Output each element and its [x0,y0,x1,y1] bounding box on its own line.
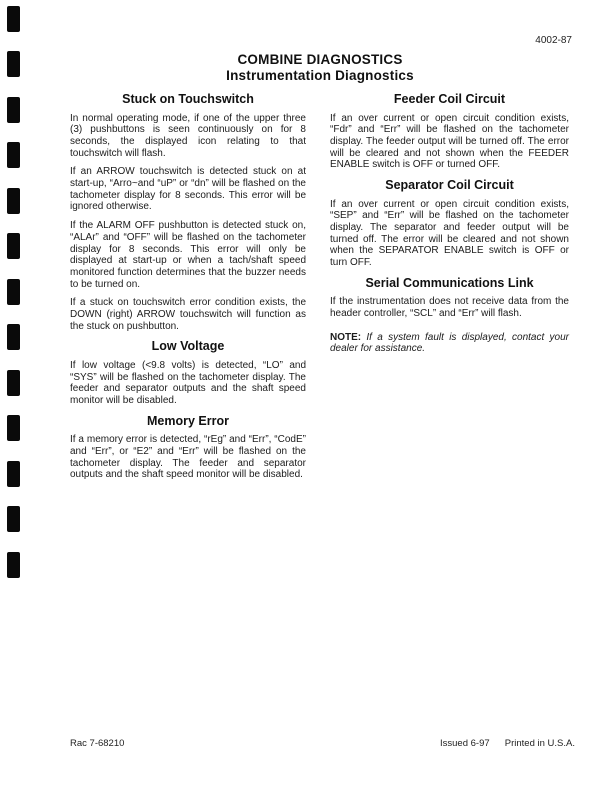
body-paragraph: If an ARROW touchswitch is detected stuck on at start-up, “Arro~and “uP” or “dn” will be flashed on the tachometer display for 8 seconds. This error will be ignored otherwise. [70,166,306,213]
binder-mark [7,51,20,77]
binder-mark [7,233,20,259]
footer-printed-in: Printed in U.S.A. [504,738,575,749]
binder-mark [7,188,20,214]
section-heading-feeder-coil-circuit: Feeder Coil Circuit [393,92,506,106]
binder-mark [7,279,20,305]
body-paragraph: If a memory error is detected, “rEg” and “Err”, “CodE” and “Err”, or “E2” and “Err” will be flashed on the tachometer display. The feeder and separator outputs and the shaft speed monitor will be disabled. [70,434,306,481]
binder-mark [7,461,20,487]
binder-mark [7,506,20,532]
body-paragraph: In normal operating mode, if one of the upper three (3) pushbuttons is seen continuously on for 8 seconds, the displayed icon relating to that touchswitch will flash. [70,112,306,159]
footer-publication-number: Rac 7-68210 [70,738,125,749]
body-paragraph: If the ALARM OFF pushbutton is detected stuck on, “ALAr” and “OFF” will be flashed on the tachometer display for 8 seconds. This error will only be displayed at start-up or when a tach/shaft speed monitored function determines that the buzzer needs to be turned on. [70,220,306,290]
page-title: COMBINE DIAGNOSTICS [237,52,403,67]
body-paragraph: If an over current or open circuit condition exists, “SEP” and “Err” will be flashed on the tachometer display. The separator and feeder output will be turned off. The error will be cleared and not shown when the SEPARATOR ENABLE switch is OFF or turn OFF. [330,198,569,269]
binder-mark [7,324,20,350]
section-heading-low-voltage: Low Voltage [151,339,225,354]
title-block [70,52,570,84]
binder-mark [7,142,20,168]
right-column [330,92,569,365]
section-heading-serial-communications-link: Serial Communications Link [365,275,534,290]
binder-mark [7,370,20,396]
binder-mark [7,6,20,32]
page-subtitle: Instrumentation Diagnostics [226,68,414,83]
body-paragraph: If an over current or open circuit condition exists, “Fdr” and “Err” will be flashed on the tachometer display. The feeder output will be turned off. The error will be cleared and not shown when the FEEDER ENABLE switch is OFF or turned OFF. [330,112,569,171]
binder-mark [7,415,20,441]
binder-mark [7,552,20,578]
body-paragraph: If the instrumentation does not receive data from the header controller, “SCL” and “Err” will flash. [330,296,569,319]
left-column [70,92,306,488]
section-heading-memory-error: Memory Error [147,413,229,428]
footer-issued-date: Issued 6-97 [440,738,490,749]
section-heading-stuck-on-touchswitch: Stuck on Touchswitch [122,92,254,106]
page-number: 4002-87 [535,35,572,46]
note-text: If a system fault is displayed, contact your dealer for assistance. [330,331,569,355]
binder-mark [7,97,20,123]
body-paragraph: If low voltage (<9.8 volts) is detected, “LO” and “SYS” will be flashed on the tachometer display. The feeder and separator outputs and the shaft speed monitor will be disabled. [70,359,306,407]
note-paragraph [330,332,569,355]
section-heading-separator-coil-circuit: Separator Coil Circuit [385,178,514,193]
note-label: NOTE: [330,331,362,343]
body-paragraph: If a stuck on touchswitch error condition exists, the DOWN (right) ARROW touchswitch will function as the stuck on pushbutton. [70,297,306,332]
